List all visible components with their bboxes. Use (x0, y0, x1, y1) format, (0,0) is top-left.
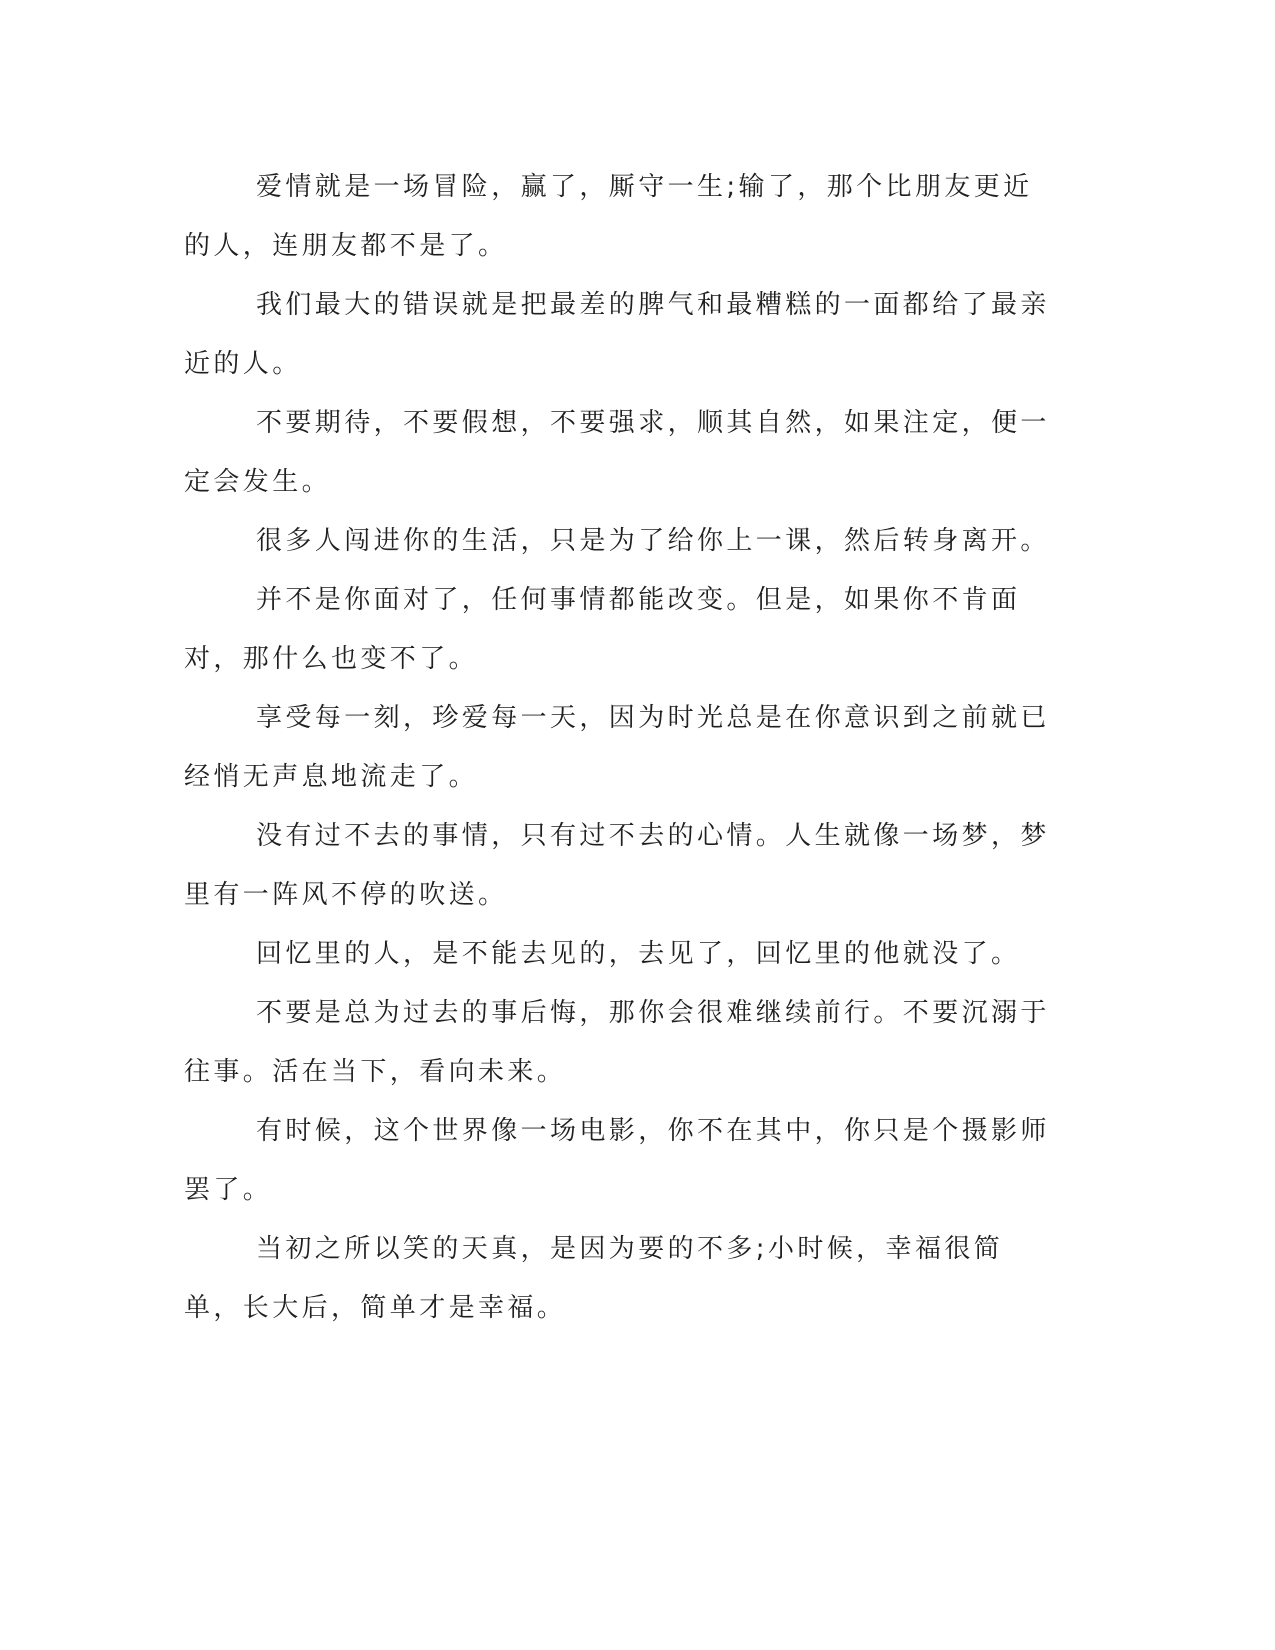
paragraph: 享受每一刻，珍爱每一天，因为时光总是在你意识到之前就已经悄无声息地流走了。 (184, 703, 1050, 792)
paragraph: 有时候，这个世界像一场电影，你不在其中，你只是个摄影师罢了。 (184, 1116, 1050, 1205)
paragraph: 很多人闯进你的生活，只是为了给你上一课，然后转身离开。 (256, 526, 1050, 556)
paragraph: 并不是你面对了，任何事情都能改变。但是，如果你不肯面对，那什么也变不了。 (184, 585, 1021, 674)
paragraph: 爱情就是一场冒险，赢了，厮守一生;输了，那个比朋友更近的人，连朋友都不是了。 (184, 172, 1033, 261)
paragraph: 不要是总为过去的事后悔，那你会很难继续前行。不要沉溺于往事。活在当下，看向未来。 (184, 998, 1050, 1087)
body-text (184, 158, 1054, 1338)
paragraph: 没有过不去的事情，只有过不去的心情。人生就像一场梦，梦里有一阵风不停的吹送。 (184, 821, 1050, 910)
paragraph: 回忆里的人，是不能去见的，去见了，回忆里的他就没了。 (256, 939, 1021, 969)
paragraph: 我们最大的错误就是把最差的脾气和最糟糕的一面都给了最亲近的人。 (184, 290, 1050, 379)
paragraph: 当初之所以笑的天真，是因为要的不多;小时候，幸福很简单，长大后，简单才是幸福。 (184, 1234, 1004, 1323)
paragraph: 不要期待，不要假想，不要强求，顺其自然，如果注定，便一定会发生。 (184, 408, 1050, 497)
